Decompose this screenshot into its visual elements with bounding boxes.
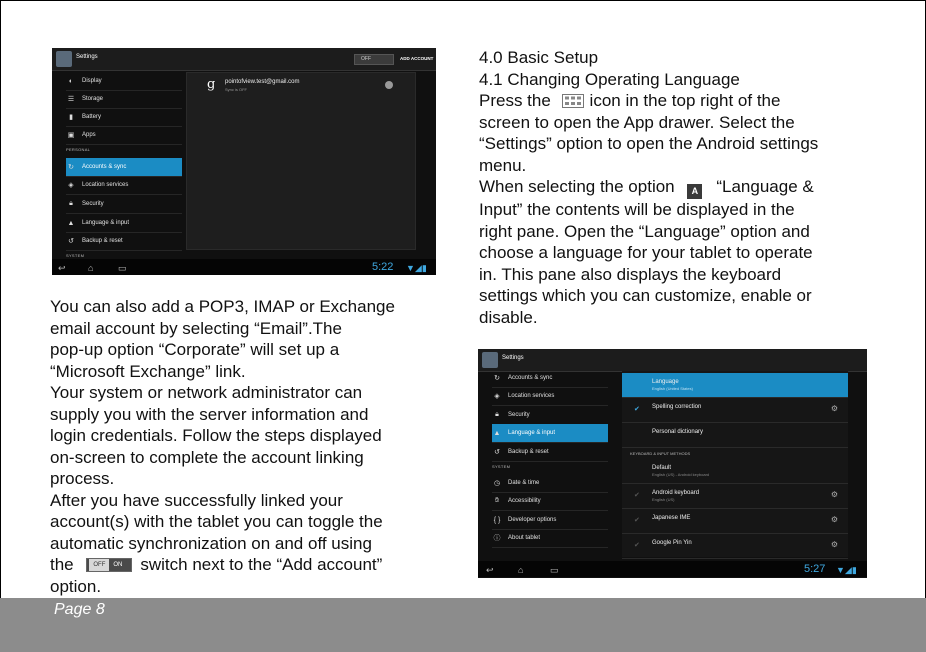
text-line: on-screen to complete the account linking <box>50 447 364 467</box>
settings-item-security[interactable] <box>492 406 608 425</box>
checkbox-icon[interactable]: ✔ <box>634 492 640 499</box>
settings-adjust-icon[interactable]: ⚙ <box>830 540 838 549</box>
text-fragment: When selecting the option <box>479 177 675 196</box>
system-nav-bar <box>52 259 436 275</box>
page-footer <box>0 598 926 652</box>
braces-icon: { } <box>493 516 501 524</box>
settings-item-label: Location services <box>508 393 555 399</box>
android-keyboard-subtitle: English (US) <box>652 497 675 502</box>
settings-adjust-icon[interactable]: ⚙ <box>830 515 838 524</box>
android-keyboard-option[interactable] <box>622 484 848 509</box>
settings-item-storage[interactable] <box>66 90 182 109</box>
header-personal: PERSONAL <box>66 147 91 152</box>
language-icon: ▲ <box>67 219 75 227</box>
recent-apps-icon[interactable]: ▭ <box>550 565 559 575</box>
switch-off-label: OFF <box>89 559 109 571</box>
settings-item-display[interactable] <box>66 72 182 91</box>
settings-item-language[interactable] <box>66 214 182 233</box>
info-icon: ⓘ <box>493 535 501 542</box>
text-fragment: icon in the top right of the <box>589 91 781 110</box>
settings-item-location[interactable] <box>66 176 182 195</box>
screen-title: Settings <box>502 355 524 361</box>
display-icon: ◐ <box>68 77 74 85</box>
settings-item-label: Security <box>508 412 530 418</box>
text-line: choose a language for your tablet to operate <box>479 243 813 262</box>
text-line: After you have successfully linked your <box>50 490 343 510</box>
text-line: in. This pane also displays the keyboard <box>479 264 782 284</box>
settings-item-developer[interactable] <box>492 511 608 530</box>
settings-item-label: Backup & reset <box>508 449 549 455</box>
language-title: Language <box>652 379 679 385</box>
settings-app-icon <box>482 352 498 368</box>
language-input-icon: A <box>687 184 702 199</box>
subsection-heading: 4.1 Changing Operating Language <box>479 69 740 89</box>
settings-item-backup[interactable] <box>492 443 608 462</box>
language-pane <box>622 371 848 557</box>
language-icon: ▲ <box>493 429 501 437</box>
settings-item-about[interactable] <box>492 529 608 548</box>
switch-on-label: ON <box>113 562 123 568</box>
text-line-with-toggle <box>50 554 450 576</box>
left-text-block <box>50 296 450 597</box>
settings-item-label: Backup & reset <box>82 238 123 244</box>
text-line: You can also add a POP3, IMAP or Exchange <box>50 297 395 316</box>
settings-item-label: Display <box>82 78 102 84</box>
backup-icon: ↺ <box>494 449 500 456</box>
settings-accounts-screenshot <box>52 48 436 275</box>
text-fragment: Press the <box>479 91 551 110</box>
default-title: Default <box>652 465 672 471</box>
settings-item-label: Location services <box>82 182 129 188</box>
japanese-ime-option[interactable] <box>622 509 848 534</box>
back-icon[interactable]: ↩ <box>58 263 66 273</box>
settings-item-accounts[interactable] <box>492 369 608 388</box>
settings-item-backup[interactable] <box>66 232 182 251</box>
text-line-with-grid-icon <box>479 90 879 112</box>
spelling-label: Spelling correction <box>652 404 702 410</box>
sync-toggle-label: OFF <box>361 56 371 62</box>
right-text-block <box>479 47 879 328</box>
settings-item-accounts[interactable] <box>66 158 182 177</box>
language-subtitle: English (United States) <box>652 386 693 391</box>
settings-language-screenshot <box>478 349 867 578</box>
back-icon[interactable]: ↩ <box>486 565 494 575</box>
dictionary-label: Personal dictionary <box>652 429 704 435</box>
android-keyboard-title: Android keyboard <box>652 490 700 496</box>
settings-item-battery[interactable] <box>66 108 182 127</box>
settings-item-location[interactable] <box>492 387 608 406</box>
settings-item-label: Security <box>82 201 104 207</box>
text-line: disable. <box>479 307 538 327</box>
keyboard-header: KEYBOARD & INPUT METHODS <box>630 451 691 456</box>
default-subtitle: English (US) - Android keyboard <box>652 472 710 477</box>
text-line: screen to open the App drawer. Select the <box>479 112 795 132</box>
settings-item-label: Language & input <box>82 220 130 226</box>
location-icon: ◈ <box>68 182 74 189</box>
japanese-ime-label: Japanese IME <box>652 515 691 521</box>
text-line: Your system or network administrator can <box>50 383 363 402</box>
settings-item-apps[interactable] <box>66 126 182 145</box>
text-line: “Settings” option to open the Android settings <box>479 134 819 153</box>
settings-item-security[interactable] <box>66 195 182 214</box>
sync-toggle[interactable] <box>354 54 394 65</box>
settings-item-accessibility[interactable] <box>492 492 608 511</box>
recent-apps-icon[interactable]: ▭ <box>118 263 127 273</box>
settings-item-date-time[interactable] <box>492 474 608 493</box>
battery-icon: ▮ <box>69 114 73 121</box>
settings-item-label: Language & input <box>508 430 556 436</box>
google-account-icon: g <box>207 77 216 92</box>
settings-item-language[interactable] <box>492 424 608 443</box>
settings-item-label: About tablet <box>508 535 541 541</box>
text-fragment: “Language & <box>716 177 814 196</box>
signal-icon: ▼◢▮ <box>836 565 857 575</box>
lock-icon: 🔒︎ <box>495 411 499 418</box>
location-icon: ◈ <box>494 393 500 400</box>
language-option[interactable] <box>622 373 848 398</box>
app-drawer-grid-icon <box>562 92 584 106</box>
text-line: “Microsoft Exchange” link. <box>50 361 246 381</box>
account-sync-status: Sync is OFF <box>225 87 248 92</box>
text-line: menu. <box>479 155 527 175</box>
signal-icon: ▼◢▮ <box>406 263 427 273</box>
text-line: login credentials. Follow the steps displayed <box>50 426 382 445</box>
dictionary-option[interactable] <box>622 423 848 448</box>
settings-item-label: Battery <box>82 114 102 120</box>
settings-item-label: Apps <box>82 132 96 138</box>
settings-item-label: Storage <box>82 96 104 102</box>
spelling-option[interactable] <box>622 398 848 423</box>
text-line: right pane. Open the “Language” option and <box>479 221 810 241</box>
text-fragment: the <box>50 555 74 574</box>
storage-icon: ☰ <box>67 96 75 103</box>
settings-app-icon <box>56 51 72 67</box>
text-line-with-language-icon <box>479 176 879 199</box>
settings-item-label: Accessibility <box>508 498 541 504</box>
header-system: SYSTEM <box>66 253 85 258</box>
pinyin-label: Google Pin Yin <box>652 540 692 546</box>
settings-adjust-icon[interactable]: ⚙ <box>830 490 838 499</box>
text-line: automatic synchronization on and off using <box>50 533 372 553</box>
sync-icon: ↻ <box>68 164 74 171</box>
add-account-button[interactable]: ADD ACCOUNT <box>400 56 434 61</box>
clock: 5:22 <box>372 261 394 273</box>
checkbox-icon[interactable]: ✔ <box>634 542 640 549</box>
settings-item-label: Accounts & sync <box>82 164 127 170</box>
settings-adjust-icon[interactable]: ⚙ <box>830 404 838 413</box>
text-line: option. <box>50 576 102 596</box>
text-line: settings which you can customize, enable or <box>479 286 812 305</box>
account-email[interactable]: pointofview.test@gmail.com <box>225 79 300 85</box>
text-fragment: switch next to the “Add account” <box>140 555 383 574</box>
sync-icon: ↻ <box>494 375 500 382</box>
clock: 5:27 <box>804 563 826 575</box>
text-line: email account by selecting “Email”.The <box>50 318 342 338</box>
pinyin-option[interactable] <box>622 534 848 559</box>
home-icon[interactable]: ⌂ <box>518 565 524 575</box>
settings-item-label: Date & time <box>508 480 540 486</box>
text-line: pop-up option “Corporate” will set up a <box>50 340 340 359</box>
home-icon[interactable]: ⌂ <box>88 263 94 273</box>
section-heading: 4.0 Basic Setup <box>479 48 599 67</box>
text-line: account(s) with the tablet you can toggle the <box>50 512 383 531</box>
header-system: SYSTEM <box>492 464 511 469</box>
off-on-switch-icon <box>86 558 132 572</box>
settings-item-label: Developer options <box>508 517 557 523</box>
screen-title: Settings <box>76 54 98 60</box>
checkbox-checked-icon[interactable]: ✔ <box>634 406 640 413</box>
sync-status-icon <box>385 81 393 89</box>
lock-icon: 🔒︎ <box>69 200 73 207</box>
text-line: supply you with the server information and <box>50 404 369 424</box>
clock-icon: ◷ <box>493 480 501 487</box>
checkbox-icon[interactable]: ✔ <box>634 517 640 524</box>
page-number: Page 8 <box>54 601 105 618</box>
settings-item-label: Accounts & sync <box>508 375 553 381</box>
apps-icon: ▣ <box>67 132 75 139</box>
text-line: process. <box>50 469 115 488</box>
backup-icon: ↺ <box>68 238 74 245</box>
default-option[interactable] <box>622 459 848 484</box>
system-nav-bar <box>478 561 867 577</box>
accounts-pane <box>186 72 416 250</box>
text-line: Input” the contents will be displayed in the <box>479 200 795 219</box>
accessibility-icon: ✋︎ <box>495 497 499 504</box>
